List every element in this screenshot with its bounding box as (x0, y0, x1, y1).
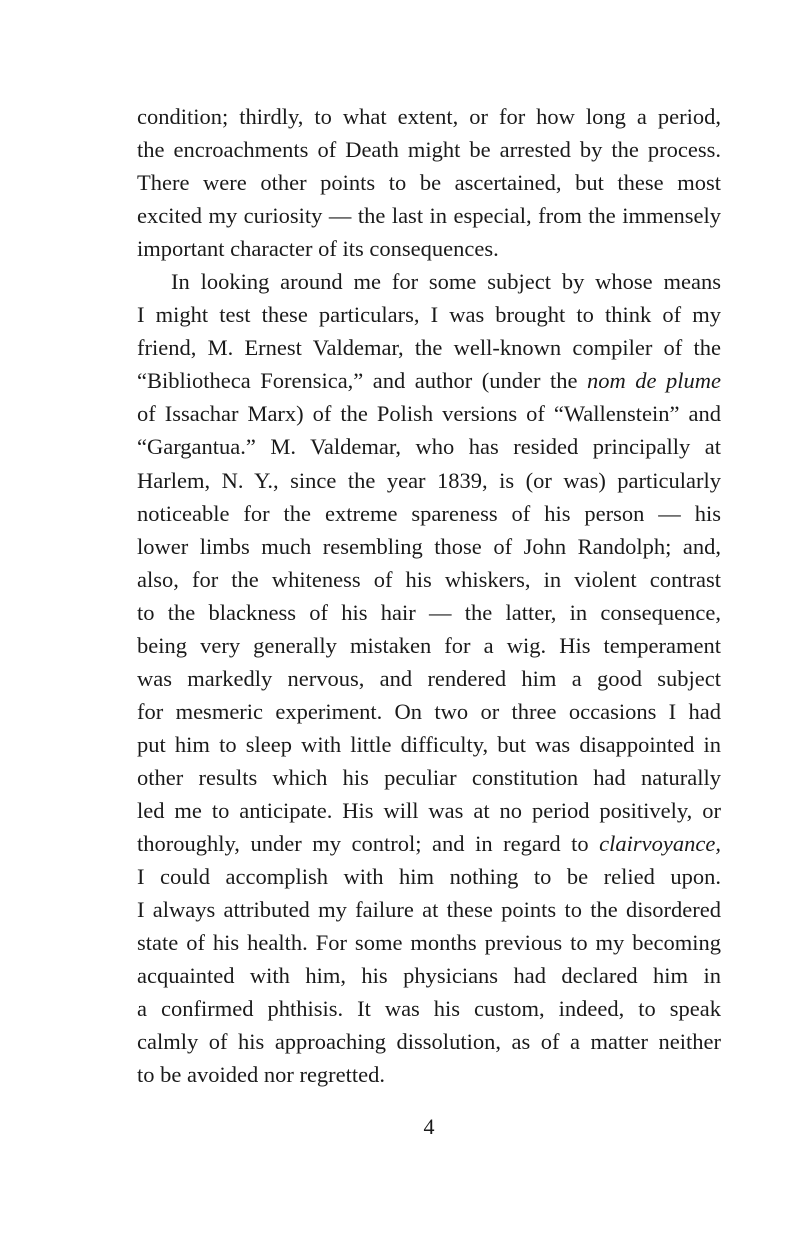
text-line: to be avoided nor regretted. (137, 1062, 386, 1088)
text-line: other results which his peculiar constitution had naturally (137, 764, 721, 790)
text-line: I might test these particulars, I was brought to think of my (137, 302, 721, 328)
text-line: excited my curiosity — the last in especial, from the immensely (137, 203, 721, 229)
book-page-text (137, 100, 721, 1091)
text-line: “Gargantua.” M. Valdemar, who has resided principally at (137, 434, 721, 460)
italic-text: clairvoyance, (599, 831, 721, 857)
text-line: Harlem, N. Y., since the year 1839, is (or was) particularly (137, 467, 721, 493)
text-line: In looking around me for some subject by whose means (171, 269, 721, 295)
text-line: state of his health. For some months previous to my becoming (137, 930, 721, 956)
paragraph (137, 265, 721, 1091)
text-line: There were other points to be ascertained, but these most (137, 170, 721, 196)
text-line: for mesmeric experiment. On two or three occasions I had (137, 698, 721, 724)
text-line: put him to sleep with little difficulty, but was disappointed in (137, 731, 721, 757)
text-line: friend, M. Ernest Valdemar, the well-known compiler of the (137, 335, 721, 361)
text-line: the encroachments of Death might be arrested by the process. (137, 137, 721, 163)
text-line: also, for the whiteness of his whiskers, in violent contrast (137, 566, 721, 592)
text-line (137, 364, 721, 397)
italic-text: nom de plume (587, 368, 721, 394)
text-line: a confirmed phthisis. It was his custom, indeed, to speak (137, 996, 721, 1022)
text-line: important character of its consequences. (137, 236, 499, 262)
text-line: to the blackness of his hair — the latter, in consequence, (137, 599, 721, 625)
text-run: thoroughly, under my control; and in regard to (137, 831, 600, 857)
text-line: was markedly nervous, and rendered him a good subject (137, 665, 721, 691)
text-line: lower limbs much resembling those of John Randolph; and, (137, 533, 721, 559)
text-line (137, 827, 721, 860)
page-number: 4 (423, 1114, 435, 1139)
text-line: I always attributed my failure at these points to the disordered (137, 897, 721, 923)
paragraph (137, 100, 721, 265)
text-line: being very generally mistaken for a wig. His temperament (137, 632, 721, 658)
text-line: noticeable for the extreme spareness of his person — his (137, 500, 721, 526)
text-run: “Bibliotheca Forensica,” and author (under the (137, 368, 587, 394)
text-line: condition; thirdly, to what extent, or for how long a period, (137, 104, 721, 129)
text-line: of Issachar Marx) of the Polish versions of “Wallenstein” and (137, 401, 721, 427)
text-line: led me to anticipate. His will was at no period positively, or (137, 797, 721, 823)
text-line: I could accomplish with him nothing to be relied upon. (137, 864, 721, 890)
text-line: acquainted with him, his physicians had declared him in (137, 963, 721, 989)
text-line: calmly of his approaching dissolution, as of a matter neither (137, 1029, 721, 1055)
